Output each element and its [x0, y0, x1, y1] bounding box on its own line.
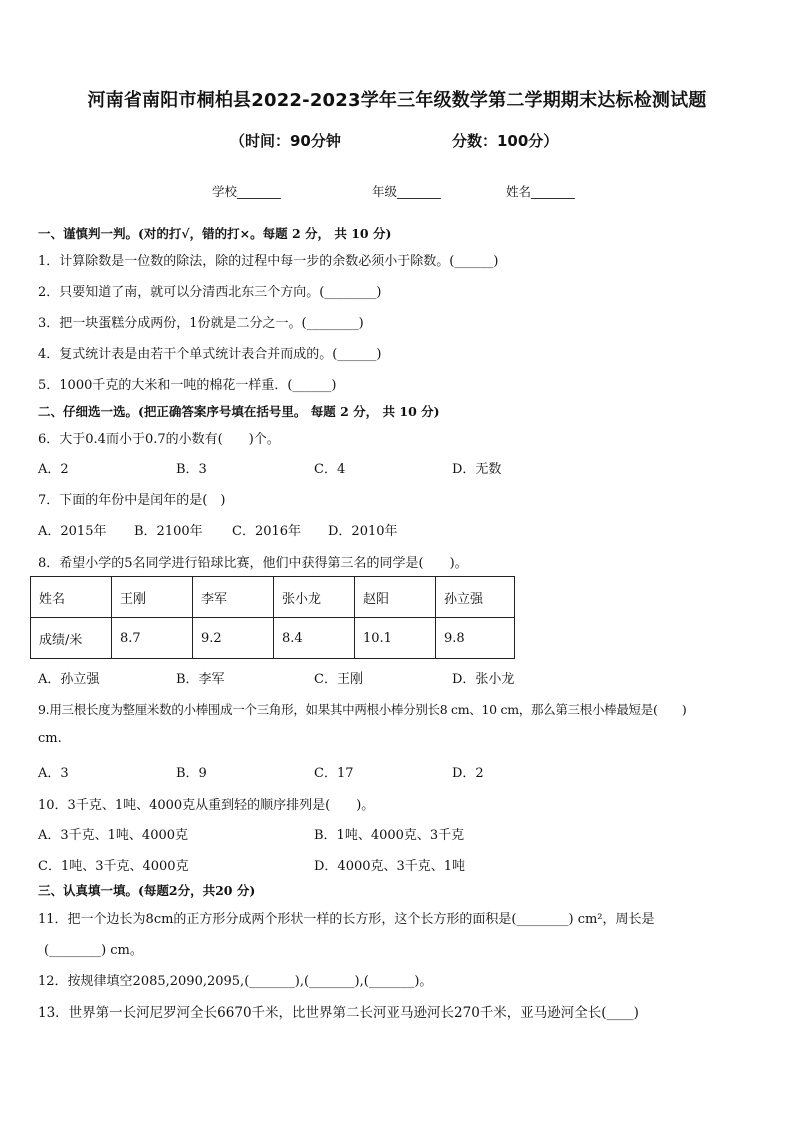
question-5: 5．1000千克的大米和一吨的棉花一样重．(______) — [38, 378, 337, 393]
question-11: 11．把一个边长为8cm的正方形分成两个形状一样的长方形，这个长方形的面积是(________) cm²，周长是 — [38, 912, 655, 927]
exam-score: 分数：100分） — [452, 132, 559, 150]
q10-option-d: D．4000克、3千克、1吨 — [314, 859, 466, 874]
table-cell: 张小龙 — [274, 577, 355, 618]
question-8: 8．希望小学的5名同学进行铅球比赛，他们中获得第三名的同学是( )。 — [38, 556, 468, 571]
q7-option-d: D．2010年 — [328, 524, 398, 539]
q7-option-c: C．2016年 — [232, 524, 302, 539]
table-cell: 孙立强 — [436, 577, 515, 618]
question-3: 3．把一块蛋糕分成两份，1份就是二分之一。(________) — [38, 316, 364, 331]
question-9-cont: cm. — [38, 731, 62, 746]
table-cell: 李军 — [193, 577, 274, 618]
table-cell: 8.4 — [274, 618, 355, 659]
question-7: 7．下面的年份中是闰年的是( ) — [38, 493, 226, 508]
table-cell: 10.1 — [355, 618, 436, 659]
q9-option-a: A．3 — [38, 766, 69, 781]
table-cell: 姓名 — [31, 577, 112, 618]
question-13: 13．世界第一长河尼罗河全长6670千米，比世界第二长河亚马逊河长270千米，亚马逊河全长(____) — [38, 1005, 639, 1021]
question-12: 12．按规律填空2085,2090,2095,(_______),(_______),(_______)。 — [38, 974, 433, 989]
question-1: 1．计算除数是一位数的除法，除的过程中每一步的余数必须小于除数。(______) — [38, 254, 499, 269]
question-4: 4．复式统计表是由若干个单式统计表合并而成的。(______) — [38, 347, 382, 362]
table-cell: 成绩/米 — [31, 618, 112, 659]
q8-option-a: A．孙立强 — [38, 672, 100, 687]
school-field: 学校_______ — [212, 184, 281, 199]
table-row — [31, 577, 515, 618]
table-cell: 王刚 — [112, 577, 193, 618]
table-cell: 9.8 — [436, 618, 515, 659]
q9-option-c: C．17 — [314, 766, 354, 781]
section2-heading: 二、仔细选一选。(把正确答案序号填在括号里。 每题 2 分， 共 10 分) — [38, 404, 440, 419]
q10-option-a: A．3千克、1吨、4000克 — [38, 828, 189, 843]
q6-option-a: A．2 — [38, 462, 69, 477]
table-cell: 赵阳 — [355, 577, 436, 618]
q6-option-b: B．3 — [176, 462, 207, 477]
q10-option-b: B．1吨、4000克、3千克 — [314, 828, 465, 843]
score-table — [30, 576, 515, 659]
section3-heading: 三、认真填一填。(每题2分，共20 分) — [38, 883, 256, 898]
question-2: 2．只要知道了南，就可以分清西北东三个方向。(________) — [38, 285, 382, 300]
q6-option-d: D．无数 — [452, 462, 502, 477]
question-9: 9.用三根长度为整厘米数的小棒围成一个三角形，如果其中两根小棒分别长8 cm、10 cm，那么第三根小棒最短是( ) — [38, 702, 687, 717]
question-6: 6．大于0.4而小于0.7的小数有( )个。 — [38, 432, 280, 447]
q9-option-d: D．2 — [452, 766, 484, 781]
q7-option-a: A．2015年 — [38, 524, 107, 539]
question-10: 10．3千克、1吨、4000克从重到轻的顺序排列是( )。 — [38, 798, 375, 813]
question-11-cont: (________) cm。 — [44, 943, 143, 958]
exam-time: （时间：90分钟 — [230, 132, 341, 150]
q9-option-b: B．9 — [176, 766, 207, 781]
table-cell: 9.2 — [193, 618, 274, 659]
exam-title: 河南省南阳市桐柏县2022-2023学年三年级数学第二学期期末达标检测试题 — [87, 90, 707, 111]
q8-option-d: D．张小龙 — [452, 672, 515, 687]
q10-option-c: C．1吨、3千克、4000克 — [38, 859, 189, 874]
section1-heading: 一、谨慎判一判。(对的打√，错的打×。每题 2 分， 共 10 分) — [38, 226, 392, 241]
table-row — [31, 618, 515, 659]
q8-option-b: B．李军 — [176, 672, 225, 687]
q8-option-c: C．王刚 — [314, 672, 363, 687]
q7-option-b: B．2100年 — [134, 524, 203, 539]
name-field: 姓名_______ — [506, 184, 575, 199]
table-cell: 8.7 — [112, 618, 193, 659]
q6-option-c: C．4 — [314, 462, 346, 477]
grade-field: 年级_______ — [372, 184, 441, 199]
